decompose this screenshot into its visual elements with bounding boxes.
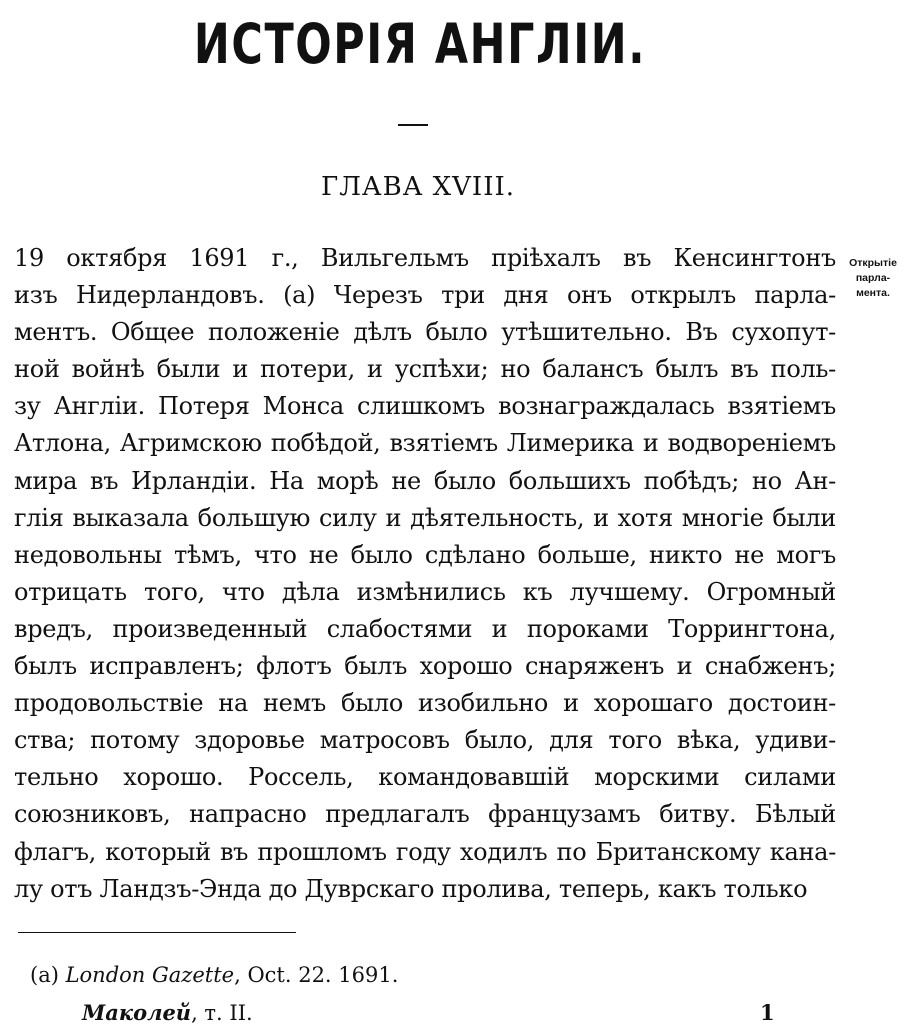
text-line: лу отъ Ландзъ-Энда до Дуврскаго пролива, теперь, какъ только: [14, 874, 808, 903]
margin-note-line: Открытіе: [849, 257, 897, 269]
margin-note: [834, 256, 912, 301]
text-line: былъ исправленъ; флотъ былъ хорошо снаряженъ и снабженъ;: [14, 652, 836, 681]
footnote-marker: (a): [30, 963, 59, 987]
text-line: вредъ, произведенный слабостями и пороками Торрингтона,: [14, 614, 836, 643]
text-line: 19 октября 1691 г., Вильгельмъ пріѣхалъ въ Кенсингтонъ: [14, 244, 836, 272]
footnote-source: London Gazette: [65, 963, 235, 987]
signature-author: Маколей: [82, 1000, 192, 1025]
text-line: ментъ. Общее положеніе дѣлъ было утѣшительно. Въ сухопут-: [14, 318, 836, 347]
text-line: зу Англіи. Потеря Монса слишкомъ вознаграждалась взятіемъ: [14, 392, 836, 421]
text-line: ной войнѣ были и потери, и успѣхи; но балансъ былъ въ поль-: [14, 355, 836, 384]
book-title: ИСТОРІЯ АНГЛІИ.: [193, 12, 647, 76]
text-line: мира въ Ирландіи. На морѣ не было большихъ побѣдъ; но Ан-: [14, 466, 836, 495]
margin-note-line: парла-: [855, 272, 891, 284]
text-line: недовольны тѣмъ, что не было сдѣлано больше, никто не могъ: [14, 540, 836, 569]
text-line: союзниковъ, напрасно предлагалъ французамъ битву. Бѣлый: [14, 800, 836, 829]
footnote: [30, 962, 398, 988]
signature-volume: , т. II.: [191, 1001, 253, 1025]
text-line: флагъ, который въ прошломъ году ходилъ по Британскому кана-: [14, 837, 836, 866]
footnote-rule: [18, 932, 296, 933]
text-line: глія выказала большую силу и дѣятельность, и хотя многіе были: [14, 503, 836, 532]
page-number: 1: [760, 1000, 775, 1025]
title-rule: [398, 124, 428, 126]
body-paragraph: [14, 240, 836, 908]
text-line: тельно хорошо. Россель, командовавшій морскими силами: [14, 763, 836, 792]
margin-note-line: мента.: [856, 287, 890, 299]
text-line: Атлона, Агримскою побѣдой, взятіемъ Лимерика и водвореніемъ: [14, 429, 836, 458]
chapter-heading: ГЛАВА XVIII.: [320, 172, 516, 202]
text-line: продовольствіе на немъ было изобильно и хорошаго достоин-: [14, 689, 836, 718]
text-line: отрицать того, что дѣла измѣнились къ лучшему. Огромный: [14, 577, 836, 606]
text-line: изъ Нидерландовъ. (a) Черезъ три дня онъ открылъ парла-: [14, 281, 836, 310]
signature-line: [82, 1000, 253, 1026]
footnote-detail: , Oct. 22. 1691.: [234, 963, 399, 987]
text-line: ства; потому здоровье матросовъ было, для того вѣка, удиви-: [14, 726, 836, 755]
